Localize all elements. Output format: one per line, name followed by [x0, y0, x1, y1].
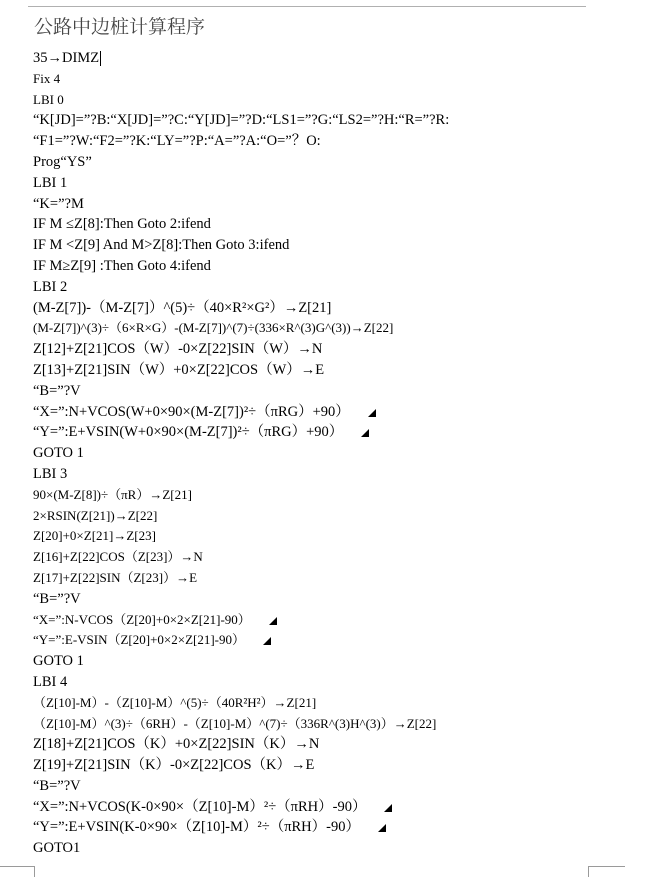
code-line — [33, 797, 449, 818]
code-line: Z[19]+Z[21]SIN（K）-0×Z[22]COS（K）→E — [33, 757, 315, 774]
code-line: (M-Z[7])^(3)÷（6×R×G）-(M-Z[7])^(7)÷(336×R^(3)G^(3))→Z[22] — [33, 320, 394, 336]
code-line: Prog“YS” — [33, 153, 92, 170]
line-text: “Y=”:E+VSIN(W+0×90×(M-Z[7])²÷（πRG）+90） — [33, 424, 344, 441]
code-line — [33, 610, 449, 631]
code-line: IF M ≤Z[8]:Then Goto 2:ifend — [33, 216, 211, 233]
code-line — [33, 422, 449, 443]
code-line — [33, 817, 449, 838]
code-line: LBI 2 — [33, 278, 68, 295]
code-line: “F1=”?W:“F2=”?K:“LY=”?P:“A=”?A:“O=”？O: — [33, 133, 321, 150]
code-line — [33, 402, 449, 423]
line-text: 35→DIMZ — [33, 50, 100, 66]
code-line: “K[JD]=”?B:“X[JD]=”?C:“Y[JD]=”?D:“LS1=”?G:“LS2=”?H:“R=”?R: — [33, 112, 450, 129]
line-text: “X=”:N-VCOS（Z[20]+0×2×Z[21]-90） — [33, 611, 251, 627]
display-triangle-icon — [378, 824, 386, 832]
code-line: IF M≥Z[9] :Then Goto 4:ifend — [33, 257, 211, 274]
page-corner-mark — [588, 866, 625, 877]
code-line: (M-Z[7])-（M-Z[7]）^(5)÷（40×R²×G²）→Z[21] — [33, 299, 332, 316]
display-triangle-icon — [361, 429, 369, 437]
code-line: “B=”?V — [33, 590, 81, 607]
display-triangle-icon — [269, 617, 277, 625]
code-line: 2×RSIN(Z[21])→Z[22] — [33, 507, 158, 523]
code-line: “B=”?V — [33, 382, 81, 399]
code-line: GOTO 1 — [33, 445, 84, 462]
code-line: LBI 1 — [33, 174, 68, 191]
code-line: Z[18]+Z[21]COS（K）+0×Z[22]SIN（K）→N — [33, 736, 320, 753]
page-header-rule — [28, 6, 586, 7]
code-line: 90×(M-Z[8])÷（πR）→Z[21] — [33, 486, 192, 502]
code-line: Z[13]+Z[21]SIN（W）+0×Z[22]COS（W）→E — [33, 361, 325, 378]
code-line: GOTO1 — [33, 840, 81, 857]
line-text: “X=”:N+VCOS(W+0×90×(M-Z[7])²÷（πRG）+90） — [33, 403, 350, 420]
line-text: “Y=”:E+VSIN(K-0×90×（Z[10]-M）²÷（πRH）-90） — [33, 819, 360, 836]
line-text: “Y=”:E-VSIN（Z[20]+0×2×Z[21]-90） — [33, 632, 245, 648]
code-line: （Z[10]-M）^(3)÷（6RH）-（Z[10]-M）^(7)÷（336R^(3)H^(3)）→Z[22] — [33, 715, 437, 731]
code-line: “B=”?V — [33, 777, 81, 794]
code-line: Z[17]+Z[22]SIN（Z[23]）→E — [33, 569, 198, 585]
code-line: Z[16]+Z[22]COS（Z[23]）→N — [33, 549, 203, 565]
code-line: LBI 0 — [33, 91, 64, 107]
display-triangle-icon — [384, 804, 392, 812]
code-line: Z[20]+0×Z[21]→Z[23] — [33, 528, 156, 544]
display-triangle-icon — [368, 409, 376, 417]
text-cursor — [100, 51, 101, 66]
code-line — [33, 48, 449, 69]
code-line: LBI 4 — [33, 673, 68, 690]
code-line: GOTO 1 — [33, 653, 84, 670]
display-triangle-icon — [263, 637, 271, 645]
code-line: “K=”?M — [33, 195, 84, 212]
code-line: （Z[10]-M）-（Z[10]-M）^(5)÷（40R²H²）→Z[21] — [33, 694, 317, 710]
document-title: 公路中边桩计算程序 — [34, 17, 206, 38]
code-line — [33, 630, 449, 651]
code-line: Fix 4 — [33, 70, 61, 86]
code-line: Z[12]+Z[21]COS（W）-0×Z[22]SIN（W）→N — [33, 341, 323, 358]
page-corner-mark — [0, 866, 35, 877]
line-text: “X=”:N+VCOS(K-0×90×（Z[10]-M）²÷（πRH）-90） — [33, 798, 367, 815]
code-line: IF M <Z[9] And M>Z[8]:Then Goto 3:ifend — [33, 237, 290, 254]
code-line: LBI 3 — [33, 465, 68, 482]
program-listing — [33, 48, 449, 859]
